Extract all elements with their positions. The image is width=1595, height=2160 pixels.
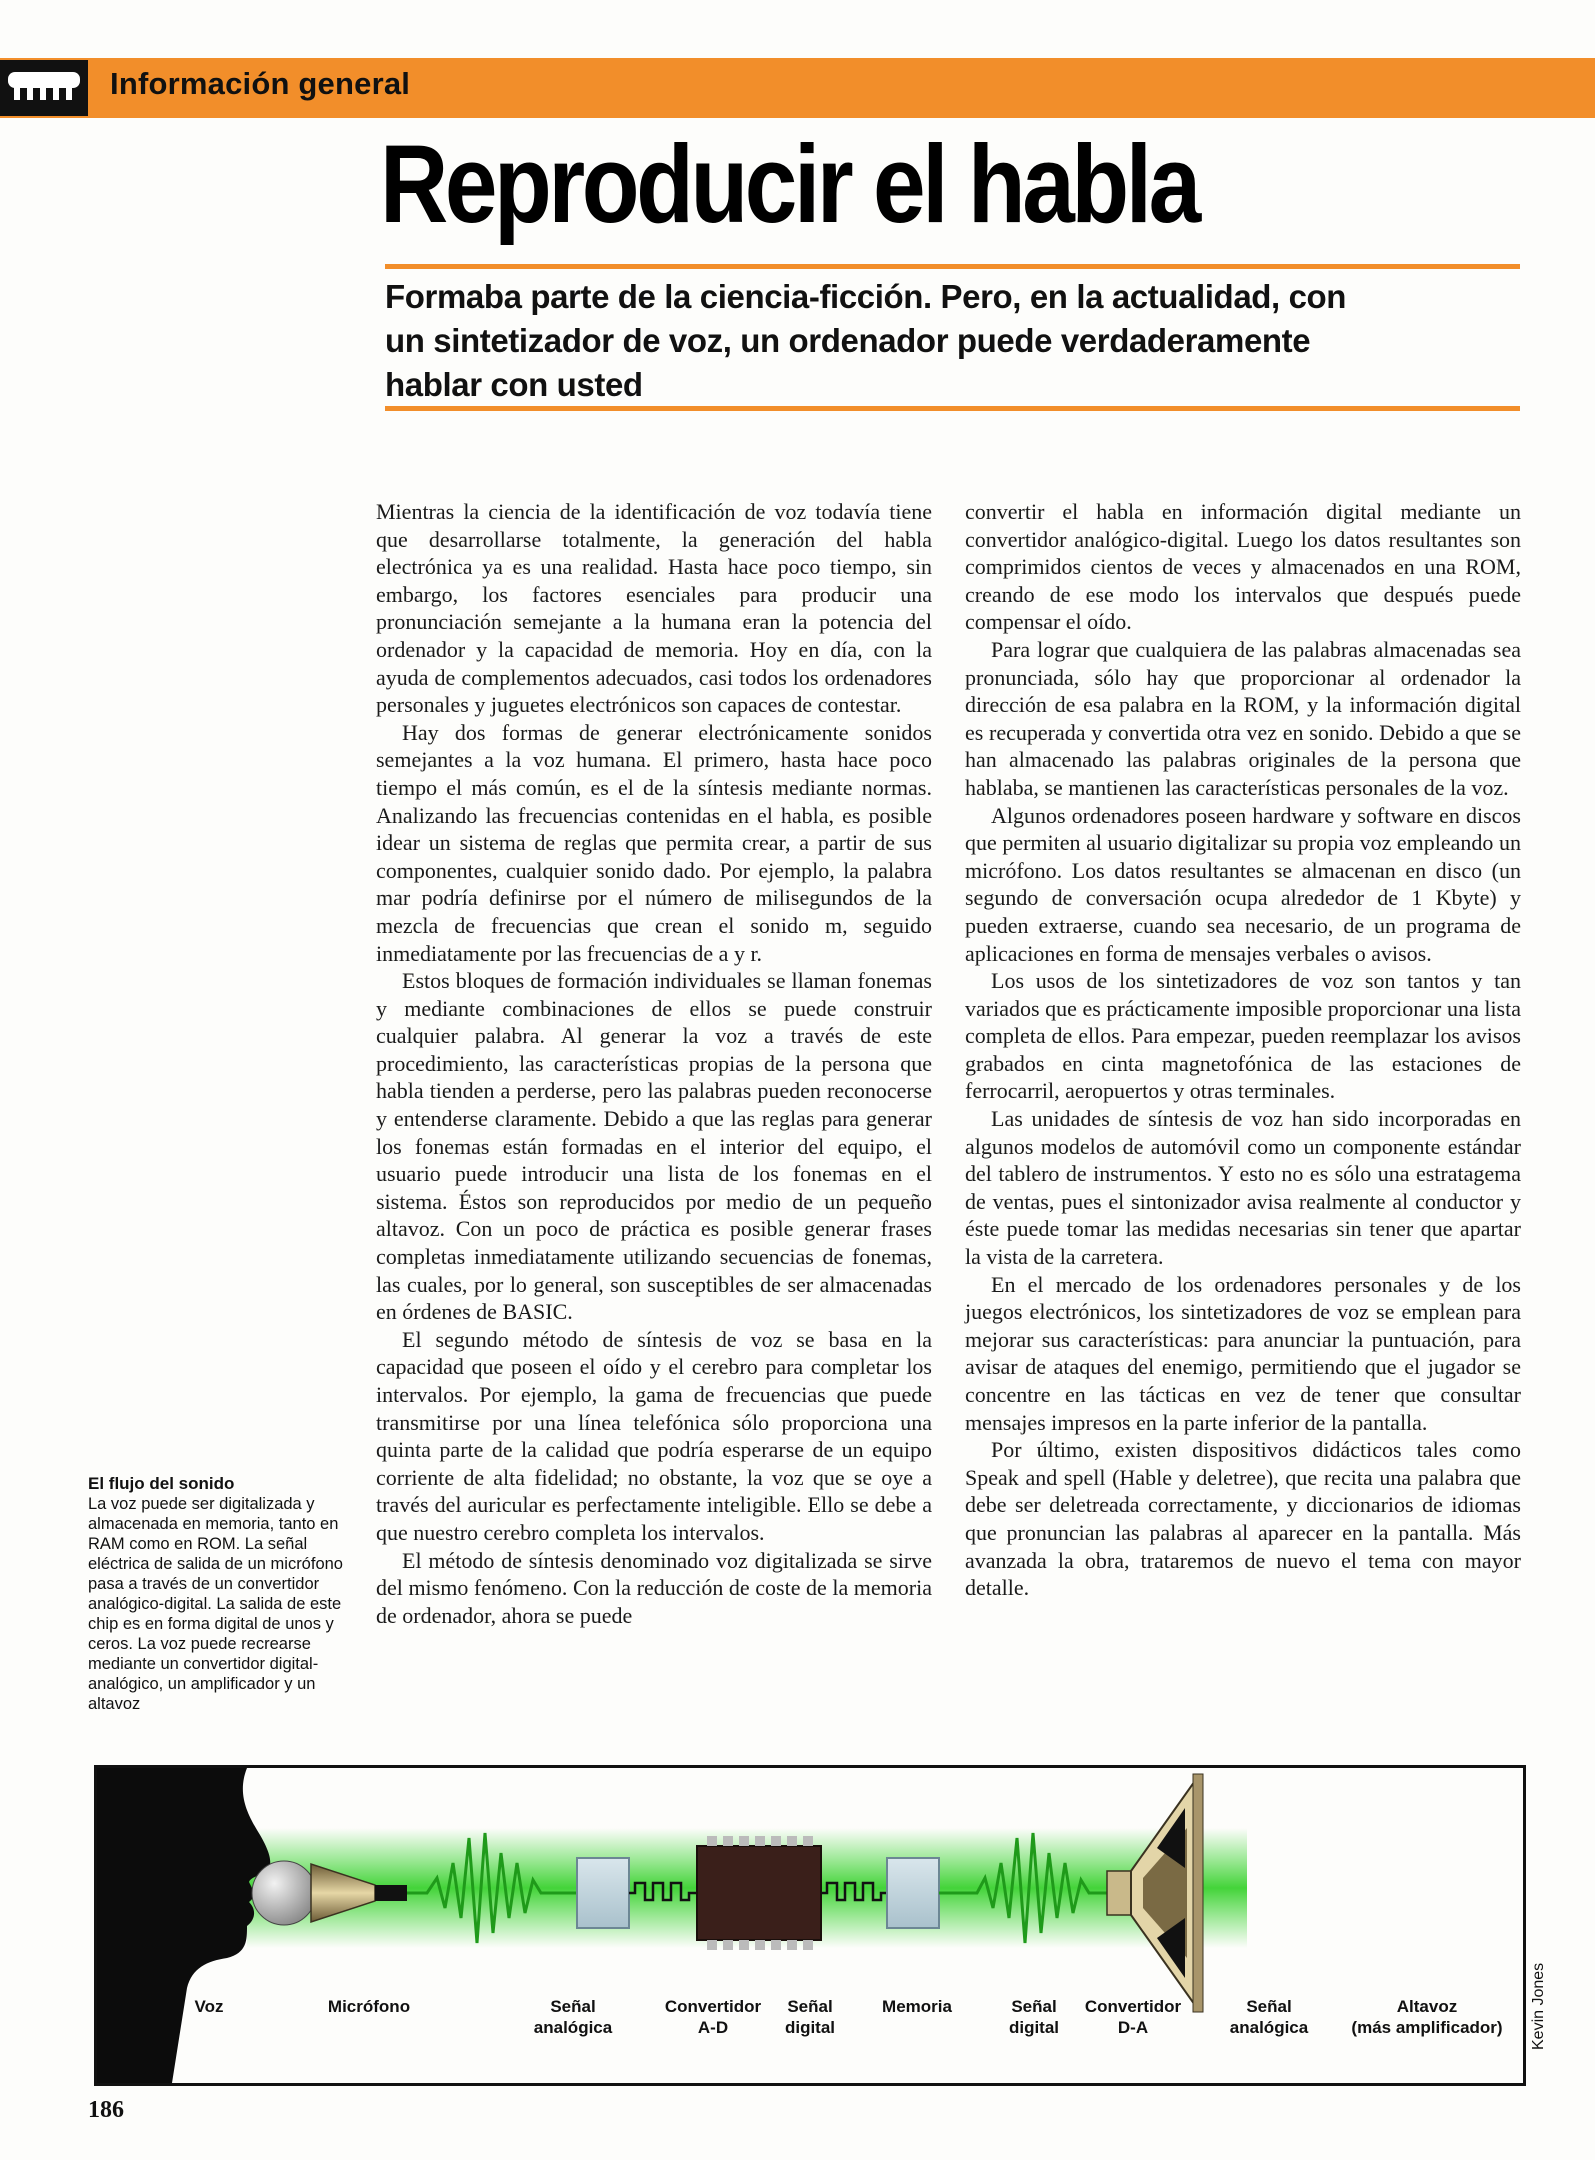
label-line: D-A [1117,2018,1149,2037]
diagram-label-analog-signal [534,1996,612,2038]
diagram-label-voice [195,1996,224,2017]
title-rule-top [385,264,1520,269]
label-line: Señal [1011,1997,1057,2016]
subtitle-line: hablar con usted [385,366,643,403]
paragraph: Por último, existen dispositivos didácticos tales como Speak and spell (Hable y deletree), que recita una palabra que debe ser deletreada correctamente, y diccionarios de idiomas que pronuncian las palabras al aparecer en la pantalla. Más avanzada la obra, trataremos de nuevo el tema con mayor detalle. [965,1437,1521,1601]
label-line: analógica [1229,2018,1309,2037]
label-line: A-D [697,2018,729,2037]
caption-text: La voz puede ser digitalizada y almacenada en memoria, tanto en RAM como en ROM. La señal eléctrica de salida de un micrófono pasa a través de un convertidor analógico-digital. La salida de este chip es en forma digital de unos y ceros. La voz puede recrearse mediante un convertidor digital-analógico, un amplificador y un altavoz [88,1495,343,1713]
paragraph: El método de síntesis denominado voz digitalizada se sirve del mismo fenómeno. Con la reducción de coste de la memoria de ordenador, ahora se puede [376,1547,932,1628]
paragraph: El segundo método de síntesis de voz se basa en la capacidad que poseen el oído y el cerebro para completar los intervalos. Por ejemplo, la gama de frecuencias que puede transmitirse por una línea telefónica sólo proporciona una quinta parte de la calidad que podría esperarse de un equipo corriente de alta fidelidad; no obstante, la voz que se oye a través del auricular es perfectamente inteligible. Ello se debe a que nuestro cerebro completa los intervalos. [376,1326,932,1545]
paragraph: En el mercado de los ordenadores personales y de los juegos electrónicos, los sintetizadores de voz se emplean para mejorar sus características: para anunciar la puntuación, para avisar de ataques del enemigo, permitiendo que el jugador se concentre en las tácticas en vez de tener que consultar mensajes impresos en la parte inferior de la pantalla. [965,1271,1521,1435]
label-line: Convertidor [664,1997,762,2016]
diagram-label-da-converter [1085,1996,1181,2038]
label-line: Señal [550,1997,596,2016]
paragraph: Para lograr que cualquiera de las palabras almacenadas sea pronunciada, sólo hay que proporcionar al ordenador la dirección de esa palabra en la ROM, y la información digital es recuperada y convertida otra vez en sonido. Debido a que se han almacenado las palabras originales de la persona que hablaba, se mantienen las características personales de la voz. [965,636,1521,800]
diagram-label-loudspeaker [1351,1996,1502,2038]
diagram-label-digital-signal [785,1996,835,2038]
diagram-label-microphone [328,1996,410,2017]
diagram-label-digital-signal-2 [1009,1996,1059,2038]
article-title: Reproducir el habla [380,123,1198,246]
label-line: digital [1008,2018,1060,2037]
paragraph: Hay dos formas de generar electrónicamente sonidos semejantes a la voz humana. El primero, hasta hace poco tiempo el más común, es el de la síntesis mediante normas. Analizando las frecuencias contenidas en el habla, es posible idear un sistema de reglas que permita crear, a partir de sus componentes, cualquier sonido dado. Por ejemplo, la palabra mar podría definirse por el número de milisegundos de la mezcla de frecuencias que crean el sonido m, seguido inmediatamente por las frecuencias de a y r. [376,719,932,966]
article-subtitle [385,275,1520,407]
diagram-label-ad-converter [665,1996,761,2038]
label-line: Voz [194,1997,224,2016]
microphone-head-icon [252,1861,316,1925]
label-line: Señal [787,1997,833,2016]
label-line: digital [784,2018,836,2037]
caption-title: El flujo del sonido [88,1474,235,1493]
section-label: Información general [110,66,411,101]
subtitle-line: Formaba parte de la ciencia-ficción. Pero, en la actualidad, con [385,278,1347,315]
page-number: 186 [88,2097,124,2123]
ad-converter-icon [577,1858,629,1928]
body-column-right [965,498,1521,1602]
label-line: Señal [1246,1997,1292,2016]
comb-logo-icon [0,60,88,116]
paragraph: convertir el habla en información digital mediante un convertidor analógico-digital. Luego los datos resultantes son comprimidos cientos de veces y almacenados en una ROM, creando de ese modo los intervalos que después puede compensar el oído. [965,499,1521,635]
label-line: Micrófono [327,1997,411,2016]
label-line: Convertidor [1084,1997,1182,2016]
paragraph: Los usos de los sintetizadores de voz son tantos y tan variados que es prácticamente imposible proporcionar una lista completa de ellos. Para empezar, pueden reemplazar los avisos grabados en cinta magnetofónica de las estaciones de ferrocarril, aeropuertos y otras terminales. [965,968,1521,1104]
face-silhouette-icon [97,1768,270,2083]
paragraph: Las unidades de síntesis de voz han sido incorporadas en algunos modelos de automóvil como un componente estándar del tablero de instrumentos. Y esto no es sólo una estratagema de ventas, pues el sintonizador avisa realmente al conductor y éste puede tomar las medidas necesarias sin tener que apartar la vista de la carretera. [965,1106,1521,1270]
figure-caption [88,1474,356,1714]
microphone-cable-icon [375,1885,407,1901]
paragraph: Mientras la ciencia de la identificación de voz todavía tiene que desarrollarse totalmente, la generación del habla electrónica ya es una realidad. Hasta hace poco tiempo, sin embargo, los factores esenciales para producir una pronunciación semejante a la humana eran la potencia del ordenador y la capacidad de memoria. Hoy en día, con la ayuda de complementos adecuados, casi todos los ordenadores personales y juguetes electrónicos son capaces de contestar. [376,499,932,718]
label-line: Altavoz [1396,1997,1458,2016]
paragraph: Algunos ordenadores poseen hardware y software en discos que permiten al usuario digitalizar su propia voz empleando un micrófono. Los datos resultantes se almacenan en disco (un segundo de conversación ocupa alrededor de 1 Kbyte) y pueden extraerse, cuando sea necesario, de un programa de aplicaciones en forma de mensajes verbales o avisos. [965,802,1521,966]
sound-flow-diagram [94,1765,1526,2086]
diagram-label-memory [882,1996,952,2017]
label-line: (más amplificador) [1351,2018,1503,2037]
label-line: analógica [533,2018,613,2037]
loudspeaker-icon [1107,1774,1203,2012]
diagram-label-analog-signal-2 [1230,1996,1308,2038]
illustration-credit: Kevin Jones [1530,1962,1547,2050]
memory-chip-icon [697,1836,821,1950]
subtitle-line: un sintetizador de voz, un ordenador puede verdaderamente [385,322,1311,359]
da-converter-icon [887,1858,939,1928]
label-line: Memoria [882,1997,952,2016]
paragraph: Estos bloques de formación individuales se llaman fonemas y mediante combinaciones de ellos se puede construir cualquier palabra. Al generar la voz a través de este procedimiento, las características propias de la persona que habla tienden a perderse, pero las palabras pueden reconocerse y entenderse claramente. Debido a que las reglas para generar los fonemas están formadas en el interior del equipo, el usuario puede introducir una lista de los fonemas en el sistema. Éstos son reproducidos por medio de un pequeño altavoz. Con un poco de práctica es posible generar frases completas inmediatamente utilizando secuencias de fonemas, las cuales, por lo general, son susceptibles de ser almacenadas en órdenes de BASIC. [376,968,932,1325]
body-column-left [376,498,932,1629]
title-rule-bottom [385,406,1520,411]
